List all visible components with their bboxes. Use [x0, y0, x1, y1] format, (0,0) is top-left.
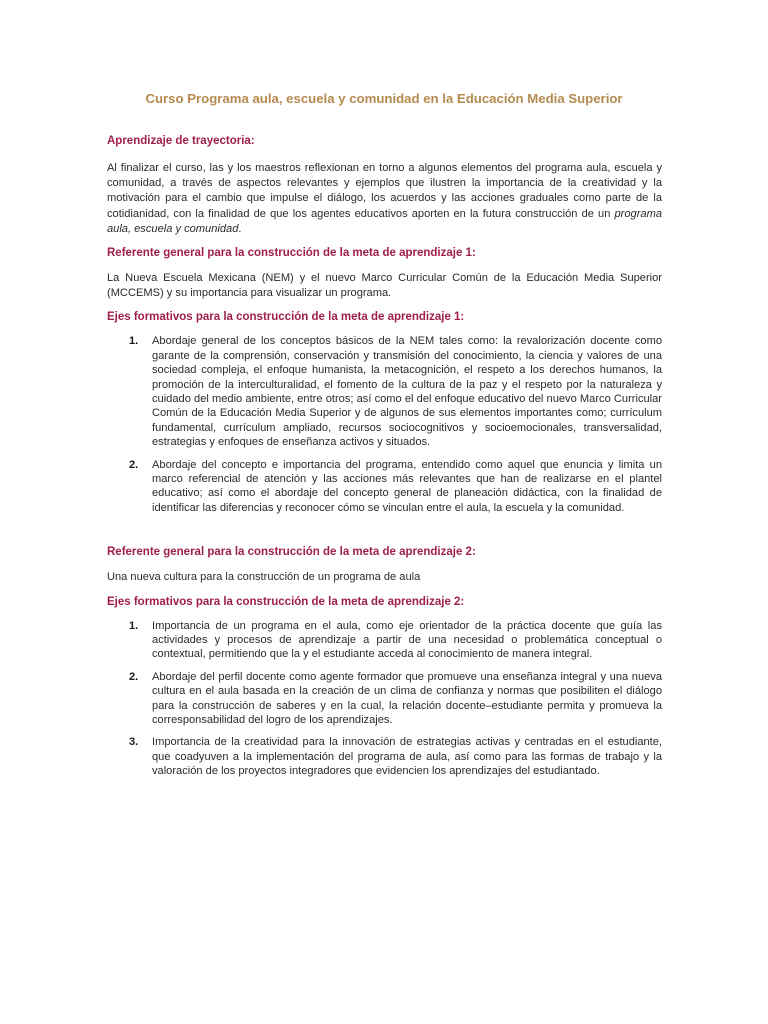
list-item	[107, 670, 662, 728]
list-item	[107, 619, 662, 662]
meta1-referente-text: La Nueva Escuela Mexicana (NEM) y el nuevo Marco Curricular Común de la Educación Media Superior (MCCEMS) y su importancia para visualizar un programa.	[107, 272, 662, 300]
list-item-text: Importancia de la creatividad para la innovación de estrategias activas y centradas en el estudiante, que coadyuven a la implementación del programa de aula, así como para las formas de trabajo y la valoración de los proyectos integradores que evidencien los aprendizajes del estudiantado.	[152, 736, 662, 778]
list-item-text: Abordaje del perfil docente como agente formador que promueve una enseñanza integral y una nueva cultura en el aula basada en la creación de un clima de confianza y normas que posibiliten el diálogo para la construcción de saberes y en la cual, la relación docente–estudiante permita y promueva la corresponsabilidad del logro de los aprendizajes.	[152, 670, 662, 726]
meta1-ejes-heading: Ejes formativos para la construcción de la meta de aprendizaje 1:	[107, 311, 465, 324]
list-item-number: 1.	[129, 335, 139, 348]
aprendizaje-emphasis: programa aula, escuela y comunidad	[107, 207, 662, 235]
list-item-number: 1.	[129, 619, 139, 632]
list-item-text: Importancia de un programa en el aula, como eje orientador de la práctica docente que guía las actividades y procesos de aprendizaje a partir de una necesidad o problemática conceptual o contextual, permitiendo que la y el estudiante acceda al conocimiento de manera integral.	[152, 619, 662, 661]
list-item-number: 3.	[129, 736, 139, 749]
page-title: Curso Programa aula, escuela y comunidad en la Educación Media Superior	[145, 91, 623, 106]
aprendizaje-heading: Aprendizaje de trayectoria:	[107, 135, 255, 147]
document-content	[107, 134, 662, 787]
list-item-number: 2.	[129, 670, 139, 683]
aprendizaje-text-end: .	[238, 222, 242, 235]
list-item	[107, 334, 662, 449]
aprendizaje-paragraph	[107, 161, 662, 237]
list-item	[107, 735, 662, 778]
list-item-text: Abordaje general de los conceptos básicos de la NEM tales como: la revalorización docente como garante de la comprensión, conservación y transmisión del conocimiento, la ciencia y valores de una sociedad compleja, el enfoque humanista, la metacognición, el respeto a los derechos humanos, la promoción de la interculturalidad, el fomento de la cultura de la paz y el respeto por la naturaleza y cuidado del medio ambiente, entre otros; así como el del enfoque educativo del nuevo Marco Curricular Común de la Educación Media Superior y de algunos de sus elementos importantes como; currículum fundamental, currículum ampliado, recursos sociocognitivos y socioemocionales, transversalidad, estrategias y enfoques de enseñanza activos y situados.	[152, 335, 662, 449]
meta2-referente-heading: Referente general para la construcción de la meta de aprendizaje 2:	[107, 546, 476, 559]
aprendizaje-text: Al finalizar el curso, las y los maestros reflexionan en torno a algunos elementos del programa aula, escuela y comunidad, a través de aspectos relevantes y ejemplos que ilustren la importancia de la creatividad y la motivación para el cambio que impulse el diálogo, los acuerdos y las acciones graduales como parte de la cotidianidad, con la finalidad de que los agentes educativos aporten en la futura construcción de un	[107, 162, 662, 220]
meta1-ejes-list	[107, 334, 662, 515]
section-spacer	[107, 523, 662, 545]
meta1-referente-heading: Referente general para la construcción de la meta de aprendizaje 1:	[107, 247, 476, 260]
list-item-text: Abordaje del concepto e importancia del programa, entendido como aquel que enuncia y limita un marco referencial de atención y las acciones más relevantes que han de realizarse en el plantel educativo; así como el abordaje del concepto general de planeación didáctica, con la finalidad de identificar las diferencias y reconocer cómo se vinculan entre el aula, la escuela y la comunidad.	[152, 458, 662, 514]
meta2-ejes-heading: Ejes formativos para la construcción de la meta de aprendizaje 2:	[107, 595, 465, 608]
meta2-ejes-list	[107, 619, 662, 779]
list-item-number: 2.	[129, 458, 139, 471]
meta2-referente-text: Una nueva cultura para la construcción de un programa de aula	[107, 571, 421, 584]
list-item	[107, 458, 662, 516]
